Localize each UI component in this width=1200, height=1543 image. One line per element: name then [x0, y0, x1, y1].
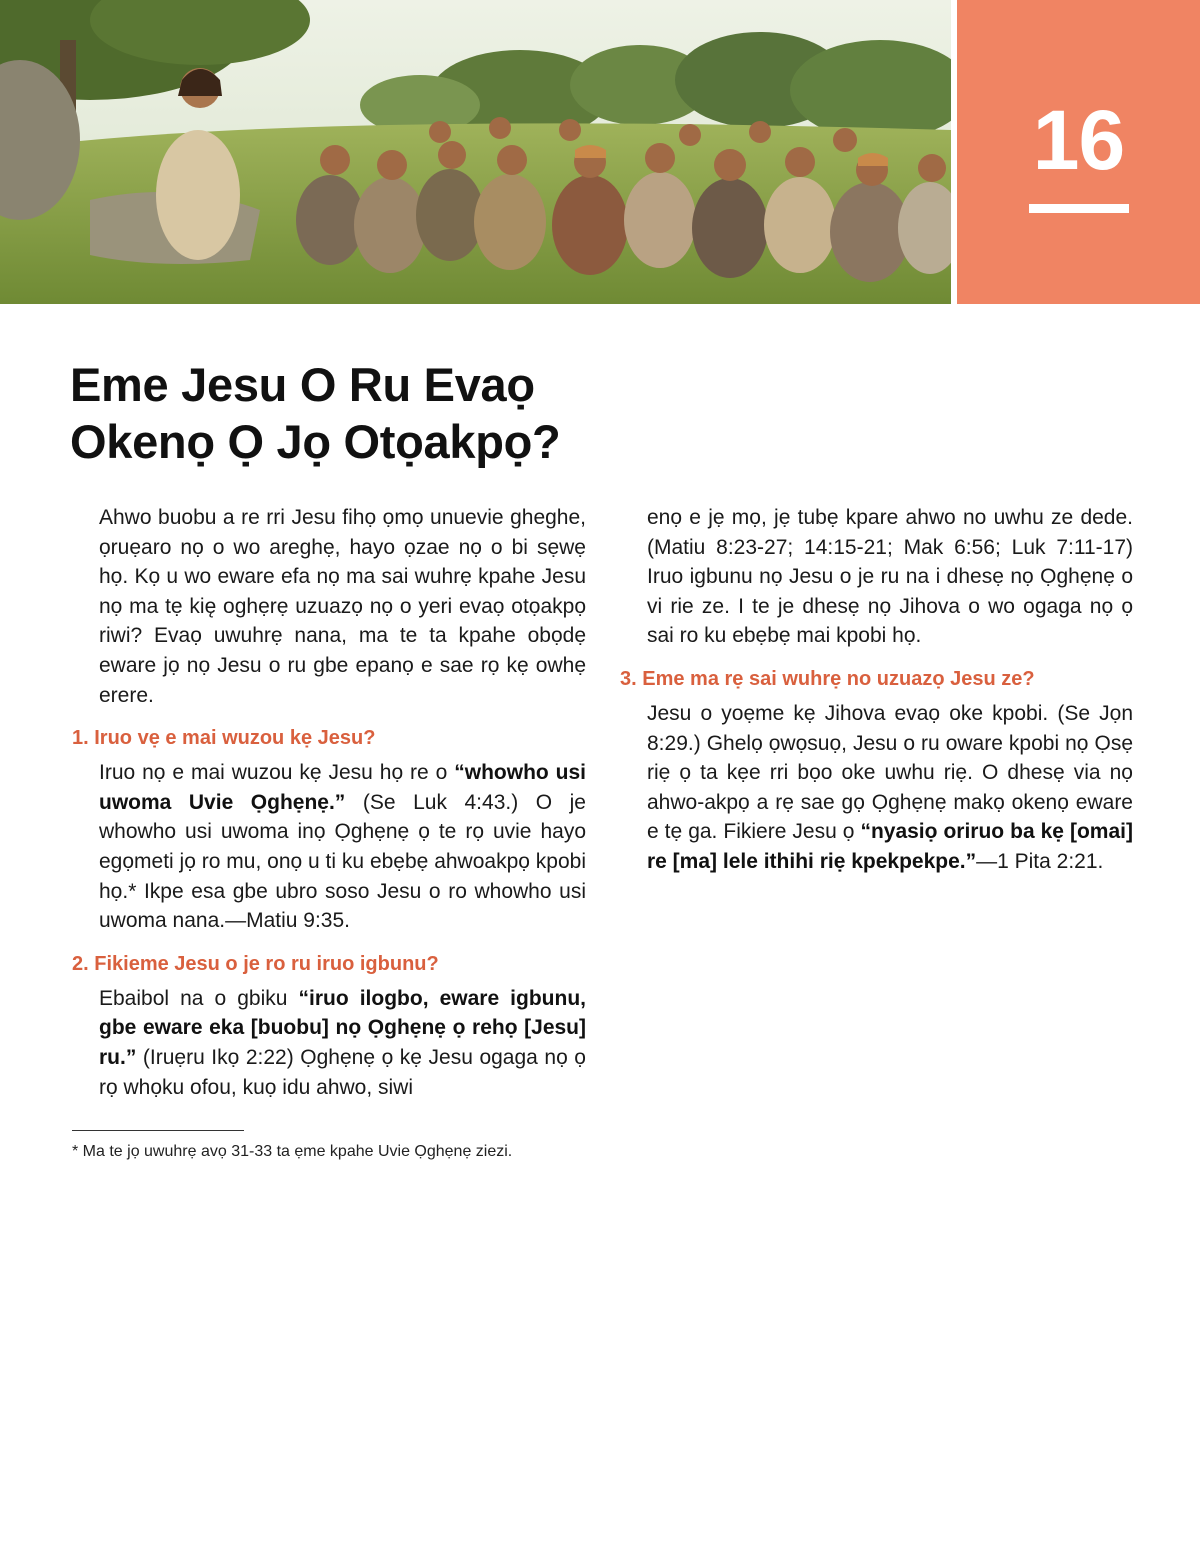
- question-3-heading: 3. Eme ma rẹ sai wuhrẹ no uzuazọ Jesu ze?: [620, 667, 1035, 690]
- question-1-answer: [72, 758, 586, 936]
- q1-bold-quote: “whowho usi uwoma Uvie Ọghẹnẹ.”: [99, 761, 587, 814]
- hero-photo-jesus-teaching-crowd: [0, 0, 951, 304]
- q1-text-1: Iruo nọ e mai wuzou kẹ Jesu họ re o: [99, 761, 455, 785]
- lesson-number-panel: [957, 0, 1200, 304]
- q3-bold-quote: “nyasiọ oriruo ba kẹ [omai] re [ma] lele ithihi riẹ kpekpekpe.”: [647, 820, 1133, 873]
- footnote: * Ma te jọ uwuhrẹ avọ 31-33 ta ẹme kpahe Uvie Ọghẹnẹ ziezi.: [72, 1143, 513, 1160]
- lesson-number-underline: [1029, 204, 1129, 213]
- page-title-line-1: Eme Jesu O Ru Evaọ: [70, 358, 535, 411]
- q2-text-2: (Iruẹru Ikọ 2:22) Ọghẹnẹ ọ kẹ Jesu ogaga nọ ọ rọ whọku ofou, kuọ idu ahwo, siwi: [99, 1045, 586, 1099]
- intro-paragraph: Ahwo buobu a re rri Jesu fihọ ọmọ unuevie gheghe, ọruẹaro nọ o wo areghẹ, hayo ọzae nọ o bi sẹwẹ họ. Kọ u wo eware efa nọ ma sai wuhrẹ kpahe Jesu nọ ma tẹ kię oghẹrẹ uzuazọ nọ o yeri evaọ otọakpọ riwi? Evaọ uwuhrẹ nana, ma te ta kpahe obọdẹ eware jọ nọ Jesu o ru gbe epanọ e sae rọ kẹ owhẹ erere.: [99, 506, 586, 707]
- q3-text-2: —1 Pita 2:21.: [976, 849, 1104, 873]
- question-2-heading: 2. Fikieme Jesu o je ro ru iruo igbunu?: [72, 952, 439, 975]
- question-2-answer-part-1: [72, 984, 586, 1102]
- q3-text-1: Jesu o yoẹme kẹ Jihova evaọ oke kpobi. (Se Jọn 8:29.) Ghelọ ọwọsuọ, Jesu o ru oware kpobi nọ Ọsẹ riẹ ọ ta kẹe rri bọo oke uwhu riẹ. O dhesẹ via nọ ahwo-akpọ a rẹ sae gọ Ọghẹnẹ makọ okenọ eware e tẹ ga. Fikiere Jesu ọ: [647, 701, 1133, 844]
- page-title-line-2: Okenọ Ọ Jọ Otọakpọ?: [70, 415, 561, 468]
- q2-text-1: Ebaibol na o gbiku: [99, 986, 299, 1010]
- q1-text-2: (Se Luk 4:43.) O je whowho usi uwoma inọ Ọghẹnẹ ọ te rọ uvie hayo egọmeti jọ ro mu, onọ u ti ku ebẹbẹ ahwoakpọ kpobi họ.* Ikpe esa gbe ubro soso Jesu o ro whowho usi uwoma nana.—Matiu 9:35.: [99, 790, 586, 933]
- hero-illustration: [0, 0, 951, 304]
- question-1-heading: 1. Iruo vẹ e mai wuzou kẹ Jesu?: [72, 727, 376, 750]
- question-3-answer: [620, 699, 1133, 877]
- footnote-divider: [72, 1130, 244, 1131]
- question-2-answer-part-2: enọ e jẹ mọ, jẹ tubẹ kpare ahwo no uwhu ze dede. (Matiu 8:23-27; 14:15-21; Mak 6:56; Luk 7:11-17) Iruo igbunu nọ Jesu o je ru na i dhesẹ nọ Ọghẹnẹ o vi rie ze. I te je dhesẹ nọ Jihova o wo ogaga nọ ọ sai ro ku ebẹbẹ mai kpobi họ.: [647, 506, 1133, 648]
- right-column: [620, 503, 1133, 877]
- left-column: [72, 503, 586, 1102]
- q2-bold-quote: “iruo ilogbo, eware igbunu, gbe eware eka [buobu] nọ Ọghẹnẹ ọ rehọ [Jesu] ru.”: [99, 986, 586, 1069]
- page-title: [70, 356, 770, 470]
- lesson-number: 16: [1032, 93, 1125, 187]
